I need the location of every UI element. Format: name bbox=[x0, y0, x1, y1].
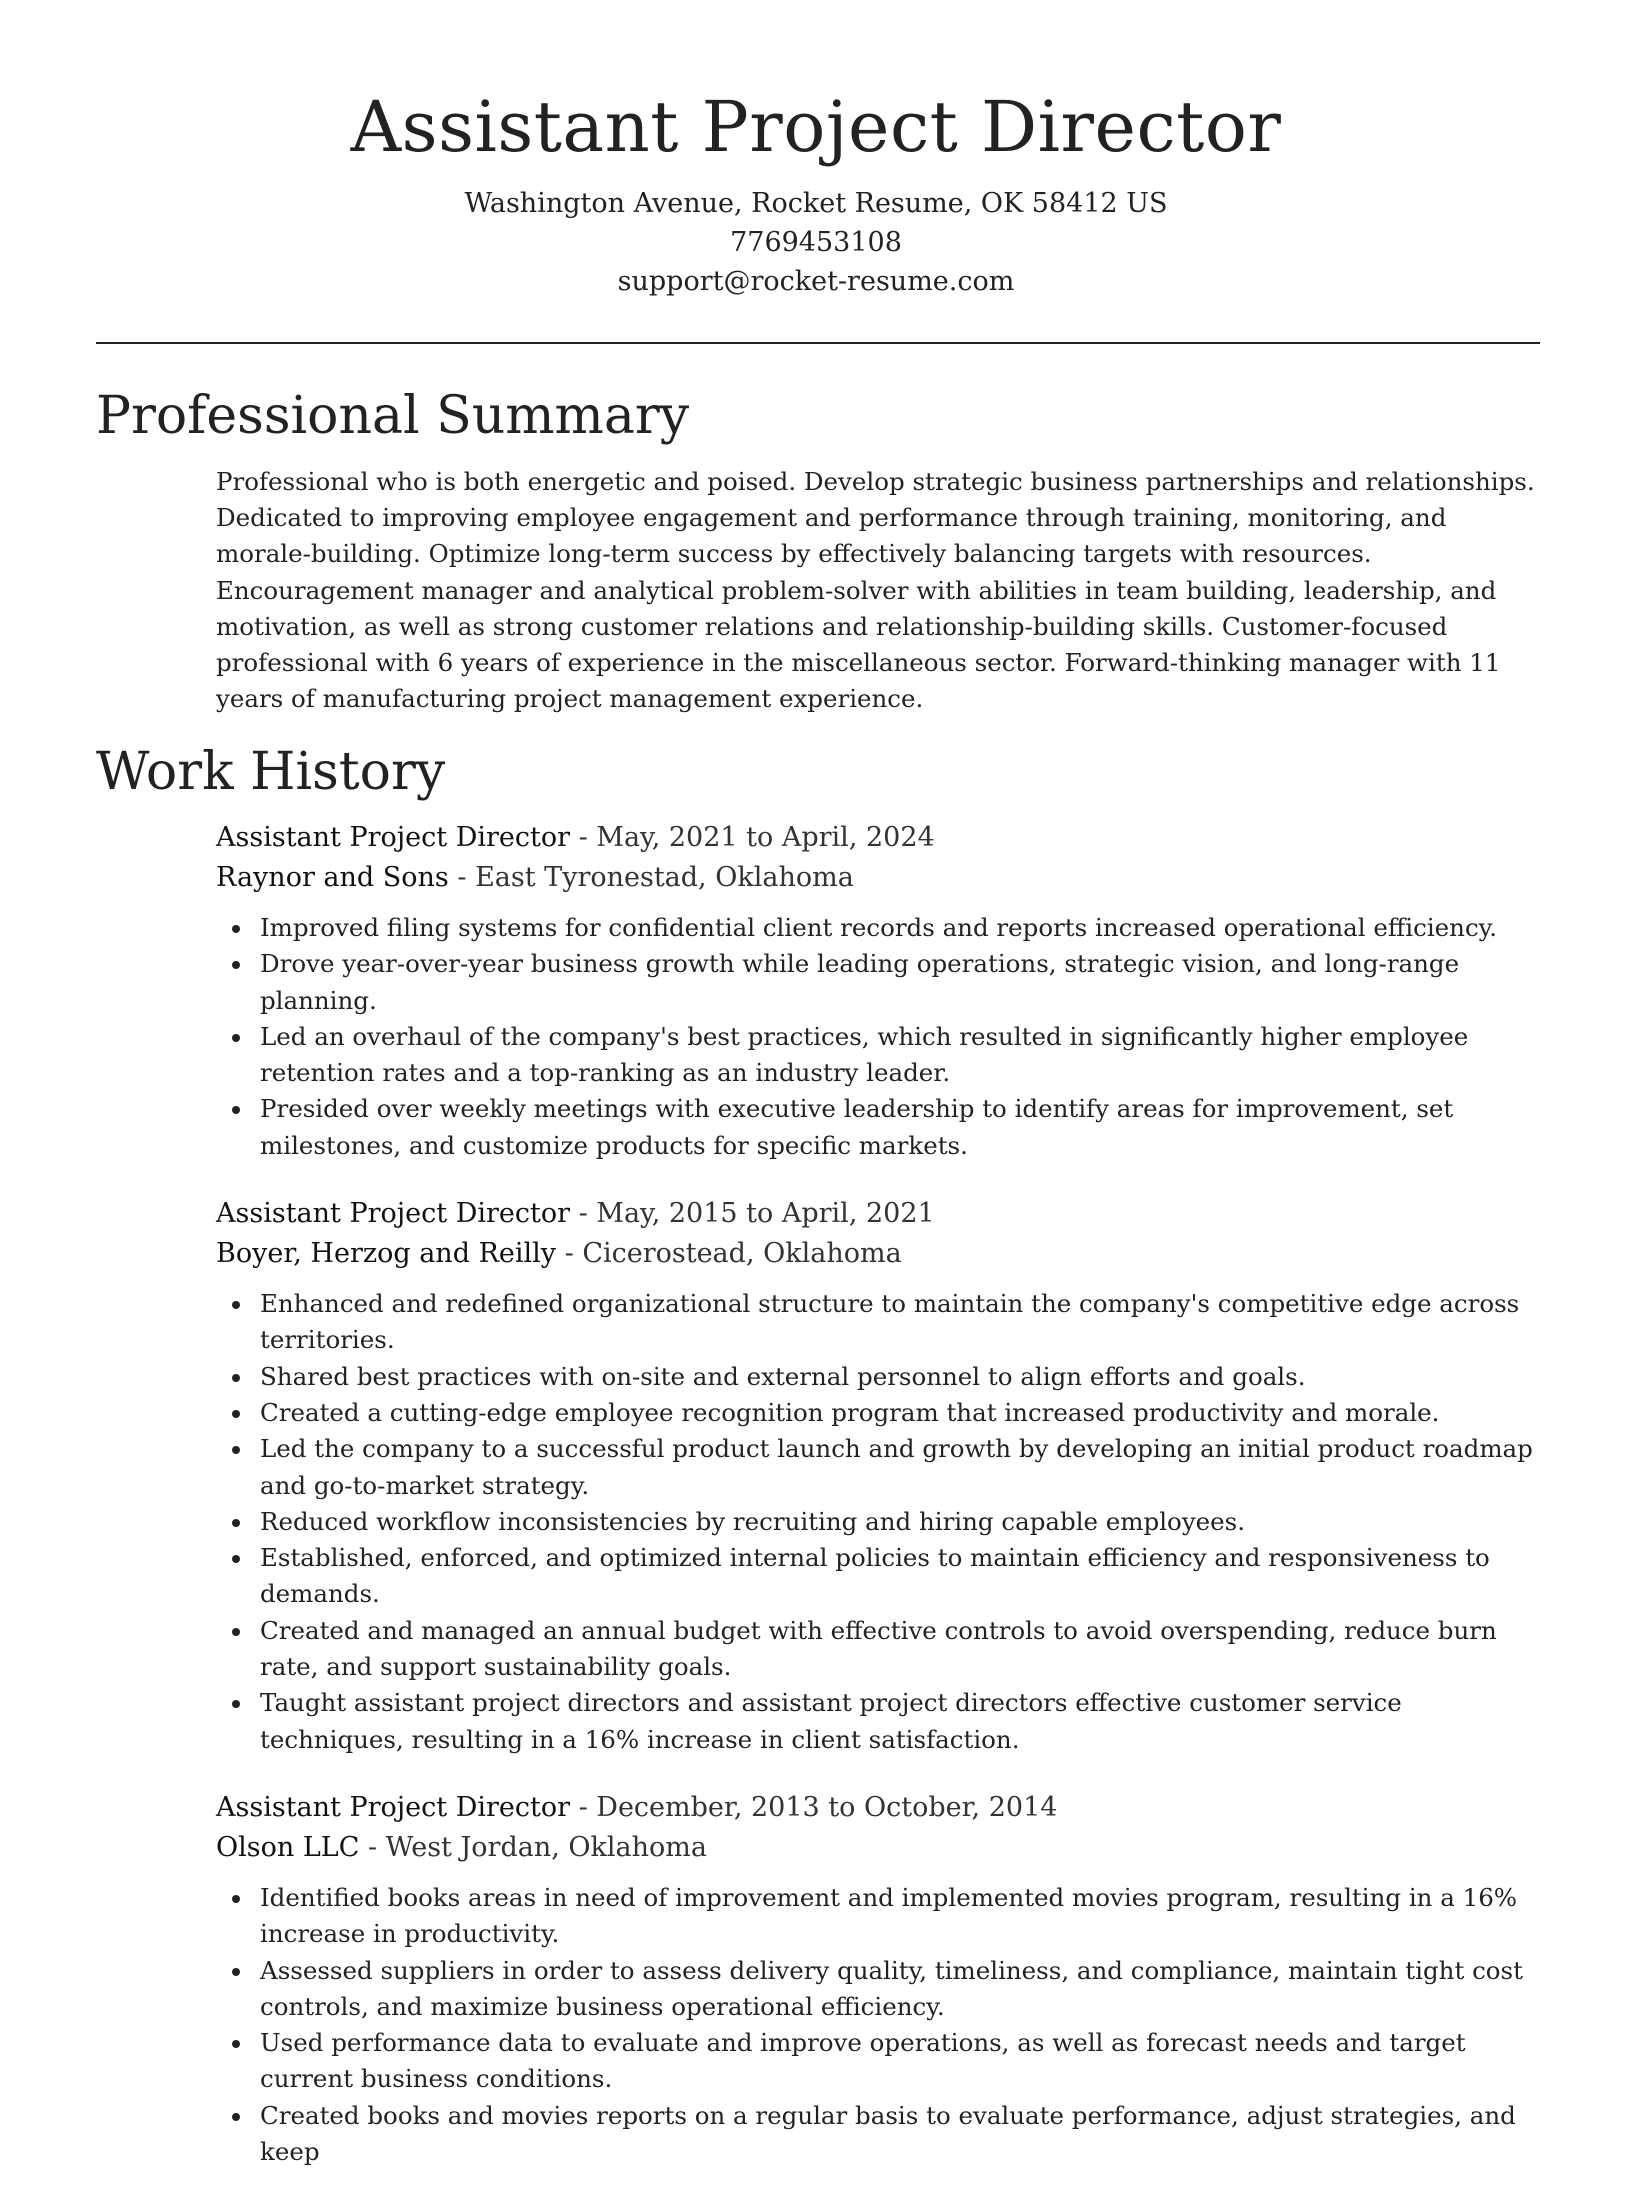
job-bullet bbox=[216, 1613, 1546, 1686]
work-history-list bbox=[216, 818, 1546, 2200]
job-bullet-text: Drove year-over-year business growth while leading operations, strategic vision, and long-range planning. bbox=[260, 949, 1460, 1015]
bullet-icon bbox=[232, 1968, 240, 1976]
job-bullet-list bbox=[216, 1880, 1546, 2170]
job-bullet bbox=[216, 1431, 1546, 1504]
job-bullet-text: Used performance data to evaluate and improve operations, as well as forecast needs and target current business conditions. bbox=[260, 2028, 1466, 2094]
company-name: Raynor and Sons bbox=[216, 862, 449, 893]
bullet-icon bbox=[232, 1519, 240, 1527]
job-bullet bbox=[216, 1019, 1546, 1092]
job-bullet-text: Created books and movies reports on a regular basis to evaluate performance, adjust strategies, and keep bbox=[260, 2100, 1516, 2167]
bullet-icon bbox=[232, 961, 240, 969]
job-bullet-text: Improved filing systems for confidential client records and reports increased operational efficiency. bbox=[260, 913, 1498, 942]
phone-number: 7769453108 bbox=[730, 227, 902, 258]
bullet-icon bbox=[232, 1700, 240, 1708]
job-company-line bbox=[216, 1828, 1546, 1868]
job-dates: - May, 2015 to April, 2021 bbox=[570, 1198, 935, 1230]
job-title-line bbox=[216, 818, 1546, 858]
job-bullet bbox=[216, 1953, 1546, 2026]
address: Washington Avenue, Rocket Resume, OK 58412 US bbox=[464, 188, 1168, 219]
company-location: - West Jordan, Oklahoma bbox=[359, 1831, 707, 1863]
email-address: support@rocket-resume.com bbox=[617, 266, 1015, 297]
company-name: Boyer, Herzog and Reilly bbox=[216, 1238, 557, 1270]
company-location: - East Tyronestad, Oklahoma bbox=[448, 862, 854, 893]
bullet-icon bbox=[232, 2040, 240, 2048]
header-divider bbox=[96, 342, 1540, 344]
job-entry bbox=[216, 1194, 1546, 1758]
bullet-icon bbox=[232, 1034, 240, 1042]
job-bullet bbox=[216, 1091, 1546, 1164]
job-bullet-list bbox=[216, 910, 1546, 1164]
job-bullet bbox=[216, 1395, 1546, 1431]
summary-heading: Professional Summary bbox=[96, 386, 690, 446]
bullet-icon bbox=[232, 1410, 240, 1418]
job-bullet bbox=[216, 910, 1546, 946]
job-bullet bbox=[216, 2025, 1546, 2098]
job-dates: - May, 2021 to April, 2024 bbox=[570, 822, 935, 853]
job-bullet-text: Led the company to a successful product launch and growth by developing an initial product roadmap and go-to-market strategy. bbox=[260, 1434, 1533, 1500]
job-entry bbox=[216, 818, 1546, 1164]
bullet-icon bbox=[232, 925, 240, 933]
job-bullet bbox=[216, 1286, 1546, 1359]
bullet-icon bbox=[232, 1555, 240, 1563]
candidate-name: Assistant Project Director bbox=[350, 86, 1282, 168]
bullet-icon bbox=[232, 1895, 240, 1903]
bullet-icon bbox=[232, 2113, 240, 2121]
job-title: Assistant Project Director bbox=[216, 1198, 571, 1230]
company-location: - Cicerostead, Oklahoma bbox=[556, 1238, 902, 1270]
bullet-icon bbox=[232, 1106, 240, 1114]
job-bullet-text: Established, enforced, and optimized internal policies to maintain efficiency and responsiveness to demands. bbox=[260, 1543, 1490, 1609]
job-bullet-text: Enhanced and redefined organizational structure to maintain the company's competitive edge across territories. bbox=[260, 1289, 1520, 1355]
summary-text: Professional who is both energetic and poised. Develop strategic business partnerships and relationships. Dedicated to improving employee engagement and performance through training, monitoring, and morale-building. Optimize long-term success by effectively balancing targets with resources. Encouragement manager and analytical problem-solver with abilities in team building, leadership, and motivation, as well as strong customer relations and relationship-building skills. Customer-focused professional with 6 years of experience in the miscellaneous sector. Forward-thinking manager with 11 years of manufacturing project management experience. bbox=[216, 467, 1535, 714]
job-bullet bbox=[216, 1540, 1546, 1613]
resume-header bbox=[0, 0, 1632, 301]
job-bullet bbox=[216, 1880, 1546, 1953]
job-title-line bbox=[216, 1788, 1546, 1828]
job-bullet-text: Led an overhaul of the company's best practices, which resulted in significantly higher employee retention rates and a top-ranking as an industry leader. bbox=[260, 1021, 1469, 1088]
job-bullet-text: Created and managed an annual budget with effective controls to avoid overspending, reduce burn rate, and support sustainability goals. bbox=[260, 1615, 1497, 1682]
job-bullet-text: Presided over weekly meetings with executive leadership to identify areas for improvement, set milestones, and customize products for specific markets. bbox=[260, 1094, 1454, 1160]
job-title-line bbox=[216, 1194, 1546, 1234]
job-bullet-text: Identified books areas in need of improvement and implemented movies program, resulting in a 16% increase in productivity. bbox=[260, 1882, 1518, 1949]
job-bullet-text: Reduced workflow inconsistencies by recruiting and hiring capable employees. bbox=[260, 1506, 1246, 1536]
company-name: Olson LLC bbox=[216, 1831, 360, 1863]
job-bullet-list bbox=[216, 1286, 1546, 1758]
job-bullet-text: Shared best practices with on-site and external personnel to align efforts and goals. bbox=[260, 1361, 1306, 1391]
bullet-icon bbox=[232, 1446, 240, 1454]
job-bullet-text: Assessed suppliers in order to assess delivery quality, timeliness, and compliance, maintain tight cost controls, and maximize business operational efficiency. bbox=[260, 1955, 1523, 2021]
job-company-line bbox=[216, 1234, 1546, 1274]
contact-info bbox=[0, 184, 1632, 301]
job-bullet-text: Taught assistant project directors and assistant project directors effective customer service techniques, resulting in a 16% increase in client satisfaction. bbox=[260, 1688, 1402, 1754]
job-entry bbox=[216, 1788, 1546, 2170]
bullet-icon bbox=[232, 1374, 240, 1382]
job-bullet bbox=[216, 1504, 1546, 1540]
job-bullet bbox=[216, 1685, 1546, 1758]
bullet-icon bbox=[232, 1301, 240, 1309]
job-bullet bbox=[216, 1359, 1546, 1395]
job-title: Assistant Project Director bbox=[216, 1791, 571, 1823]
bullet-icon bbox=[232, 1628, 240, 1636]
job-bullet-text: Created a cutting-edge employee recognition program that increased productivity and morale. bbox=[260, 1397, 1440, 1427]
job-bullet bbox=[216, 2098, 1546, 2171]
job-company-line bbox=[216, 858, 1546, 898]
job-dates: - December, 2013 to October, 2014 bbox=[570, 1791, 1058, 1823]
job-bullet bbox=[216, 946, 1546, 1019]
work-history-heading: Work History bbox=[96, 742, 446, 802]
job-title: Assistant Project Director bbox=[216, 822, 571, 853]
